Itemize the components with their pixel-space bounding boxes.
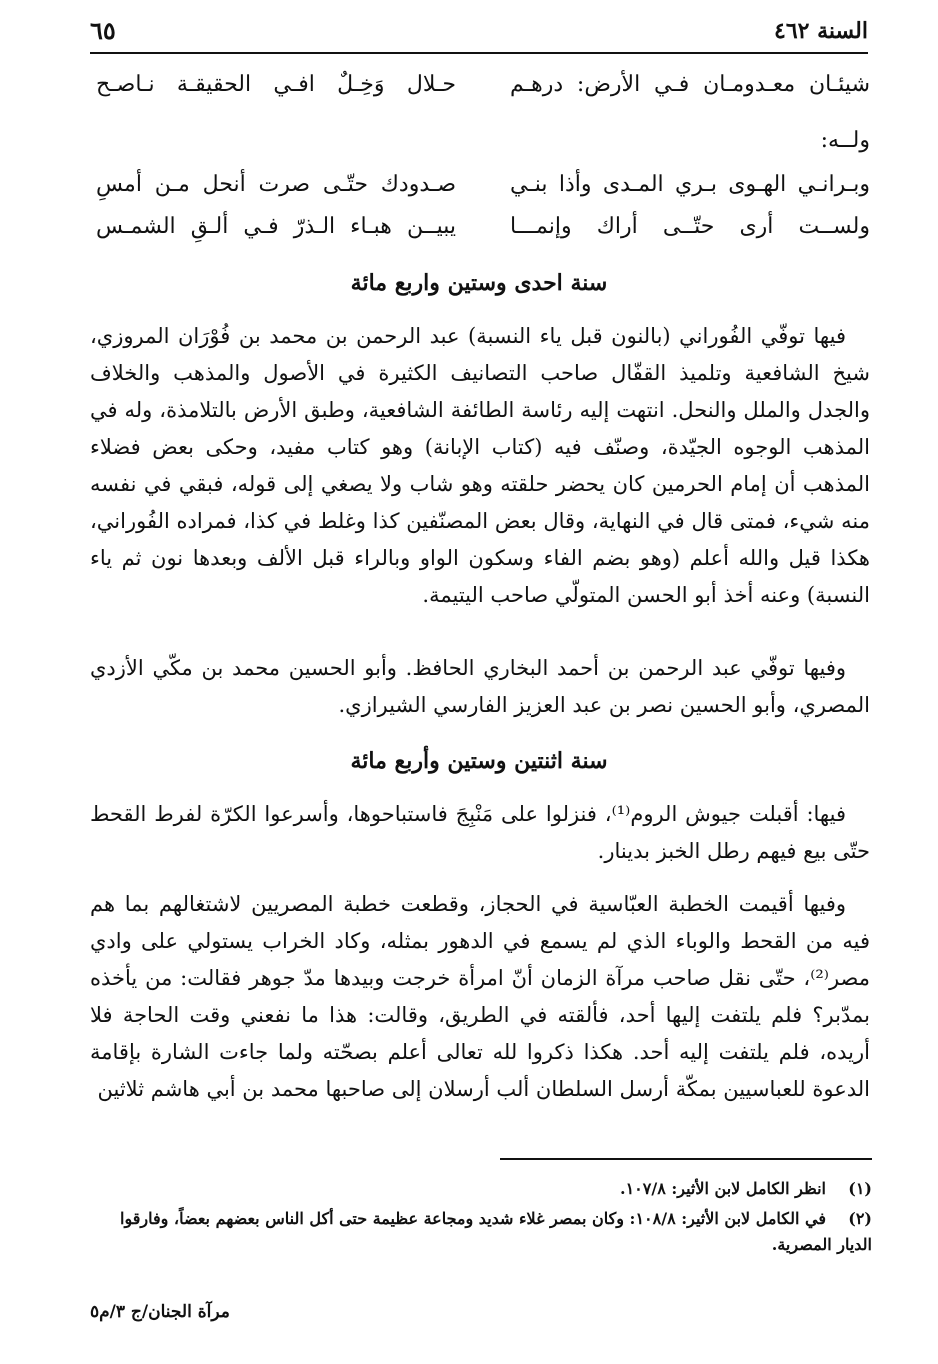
running-head: السنة ٤٦٢	[774, 18, 868, 44]
paragraph: وفيها توفّي عبد الرحمن بن أحمد البخاري الحافظ. وأبو الحسين محمد بن مكّي الأزدي المصري، وأبو الحسين نصر بن عبد العزيز الفارسي الشيرازي.	[90, 656, 870, 717]
footnote-separator	[500, 1158, 872, 1160]
verse-first-hemistich: وبـرانـي الهـوى بـري المـدى وأذا بنـي	[510, 172, 870, 197]
poem-intro: ولــه:	[820, 128, 870, 153]
page-header	[90, 12, 868, 54]
poem-verse	[96, 214, 870, 258]
section-heading: سنة اثنتين وستين وأربع مائة	[350, 748, 608, 774]
footnote-text: انظر الكامل لابن الأثير: ١٠٧/٨.	[620, 1179, 826, 1198]
footnote-text: في الكامل لابن الأثير: ١٠٨/٨: وكان بمصر غلاء شديد ومجاعة عظيمة حتى أكل الناس بعضهم بعضاً، وفارقوا الديار المصرية.	[120, 1209, 872, 1254]
paragraph: فيها توفّي الفُوراني (بالنون قبل ياء النسبة) عبد الرحمن بن محمد بن فُوْرَان المروزي، شيخ الشافعية وتلميذ القفّال صاحب التصانيف الكثيرة في الأصول والمذهب والخلاف والجدل والملل والنحل. انتهت إليه رئاسة الطائفة الشافعية، وطبق الأرض بالتلامذة، وله في المذهب الوجوه الجيّدة، وصنّف فيه (كتاب الإبانة) وهو كتاب مفيد، وحكى بعض فضلاء المذهب أن إمام الحرمين كان يحضر حلقته وهو شاب ولا يصغي إلى قوله، فبقي في نفسه منه شيء، فمتى قال في النهاية، وقال بعض المصنّفين كذا وغلط في كذا، فمراده الفُوراني، هكذا قيل والله أعلم (وهو بضم الفاء وسكون الواو وبالراء قبل الألف وبعدها نون ثم ياء النسبة) وعنه أخذ أبو الحسن المتولّي صاحب اليتيمة.	[90, 324, 870, 607]
paragraph: وفيها أقيمت الخطبة العبّاسية في الحجاز، وقطعت خطبة المصريين لاشتغالهم بما هم فيه من القحط والوباء الذي لم يسمع في الدهور بمثله، وكاد الخراب يستولي على وادي مصر⁽²⁾، حتّى نقل صاحب مرآة الزمان أنّ امرأة خرجت وبيدها مدّ جوهر فقالت: من يأخذه بمدّبر؟ فلم يلتفت إليها أحد، فألقته في الطريق، وقالت: هذا ما نفعني وقت الحاجة فلا أريده، فلم يلتفت إليه أحد. هكذا ذكروا لله تعالى أعلم بصحّته ولما جاءت الشارة بإقامة الدعوة للعباسيين بمكّة أرسل السلطان ألب أرسلان إلى صاحبها محمد بن أبي هاشم ثلاثين	[90, 892, 870, 1101]
poem-verse	[96, 72, 870, 116]
signature-mark: مرآة الجنان/ج ٣/م٥	[90, 1302, 230, 1322]
poem-verse	[96, 172, 870, 216]
footnote	[90, 1176, 872, 1202]
page-number: ٦٥	[90, 16, 116, 45]
footnote-number: (٢)	[848, 1209, 872, 1228]
verse-second-hemistich: صـدودك حتّـى صرت أنحل مـن أمسِ	[96, 172, 456, 197]
verse-second-hemistich: يبيــن هبـاء الـذرّ فـي ألـقِ الشمـس	[96, 214, 456, 239]
verse-first-hemistich: ولســت أرى حتّــى أراك وإنمـــا	[510, 214, 870, 239]
verse-first-hemistich: شيئـان معـدومـان فـي الأرض: درهـم	[510, 72, 870, 97]
footnote	[90, 1206, 872, 1258]
section-heading: سنة احدى وستين واربع مائة	[350, 270, 608, 296]
verse-second-hemistich: حـلال وَخِـلٌ افـي الحقيقـة نـاصـح	[96, 72, 456, 97]
paragraph: فيها: أقبلت جيوش الروم⁽¹⁾، فنزلوا على مَنْبِجَ فاستباحوها، وأسرعوا الكرّة لفرط القحط حتّى بيع فيهم رطل الخبز بدينار.	[90, 802, 870, 863]
footnote-number: (١)	[848, 1179, 872, 1198]
